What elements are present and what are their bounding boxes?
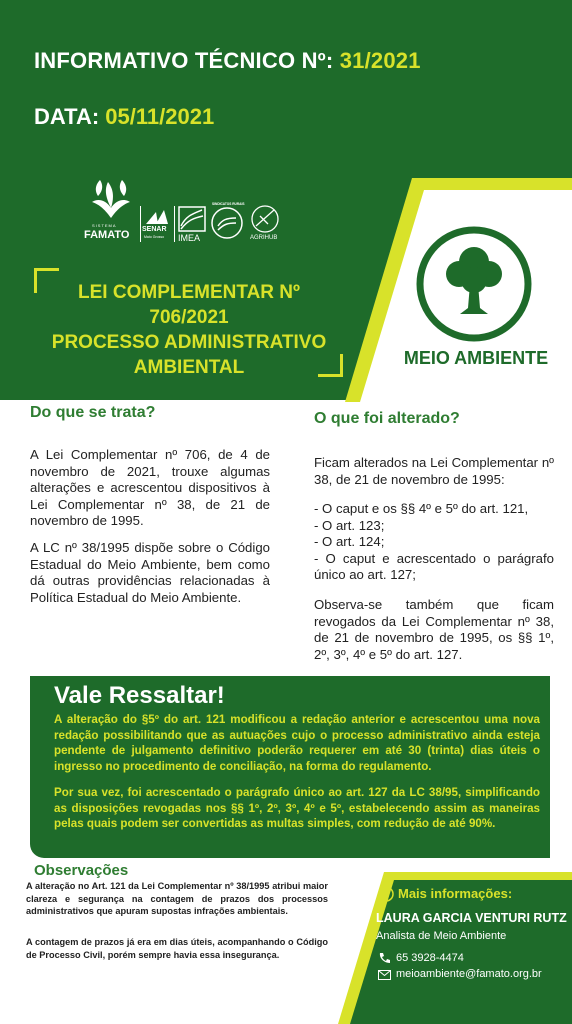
- imea-label: IMEA: [178, 233, 201, 243]
- agrihub-label: AGRIHUB: [250, 235, 278, 241]
- observations-title: Observações: [34, 862, 129, 879]
- right-paragraph-2: Observa-se também que ficam revogados da Lei Complementar nº 38, de 21 de novembro de 1995, os §§ 1º, 2º, 3º, 4º e 5º do art. 127.: [314, 597, 554, 662]
- agrihub-logo-icon: [250, 204, 280, 234]
- sindicatos-label: SINDICATOS RURAIS: [212, 202, 245, 206]
- date-value: 05/11/2021: [105, 104, 215, 129]
- senar-sub-label: Mato Grosso: [144, 235, 165, 239]
- law-line-2: 706/2021: [149, 307, 229, 328]
- senar-logo-icon: [144, 208, 170, 226]
- right-section-title: O que foi alterado?: [314, 410, 460, 427]
- senar-label: SENAR: [142, 226, 167, 233]
- contact-heading: Mais informações:: [398, 886, 513, 901]
- list-item: - O caput e acrescentado o parágrafo único ao art. 127;: [314, 550, 554, 582]
- phone-icon: [378, 952, 390, 964]
- logos-row: [84, 178, 284, 246]
- famato-logo-icon: [84, 178, 138, 222]
- left-section-title: Do que se trata?: [30, 404, 156, 421]
- right-list: [314, 501, 554, 584]
- title-number: 31/2021: [339, 48, 421, 73]
- page-date: [34, 104, 214, 130]
- imea-logo-icon: [178, 206, 206, 232]
- title-label: INFORMATIVO TÉCNICO Nº:: [34, 48, 334, 73]
- date-label: DATA:: [34, 104, 100, 129]
- right-paragraph-1: Ficam alterados na Lei Complementar nº 38, de 21 de novembro de 1995:: [314, 455, 554, 487]
- highlight-title: Vale Ressaltar!: [54, 682, 225, 709]
- contact-email[interactable]: meioambiente@famato.org.br: [396, 968, 542, 980]
- badge-label: MEIO AMBIENTE: [403, 348, 549, 368]
- law-line-4: AMBIENTAL: [133, 357, 245, 378]
- sistema-label: SISTEMA: [92, 223, 117, 228]
- law-title: [34, 280, 344, 380]
- logo-divider: [140, 206, 141, 242]
- list-item: - O caput e os §§ 4º e 5º do art. 121,: [314, 501, 529, 516]
- list-item: - O art. 124;: [314, 534, 385, 549]
- contact-phone[interactable]: 65 3928-4474: [396, 952, 464, 964]
- page-title: [34, 48, 421, 74]
- sindicatos-logo-icon: [210, 206, 244, 240]
- observations-paragraph-2: A contagem de prazos já era em dias úteis, acompanhando o Código de Processo Civil, porém sempre havia essa insegurança.: [26, 937, 328, 960]
- famato-label: FAMATO: [84, 229, 130, 241]
- law-line-3: PROCESSO ADMINISTRATIVO: [51, 332, 327, 353]
- tree-icon: [414, 224, 534, 344]
- email-icon: [378, 970, 391, 980]
- left-paragraph-2: A LC nº 38/1995 dispõe sobre o Código Estadual do Meio Ambiente, bem como dá outras providências relacionadas à Política Estadual do Meio Ambiente.: [30, 540, 270, 605]
- list-item: - O art. 123;: [314, 517, 385, 533]
- info-icon: [378, 886, 394, 902]
- contact-name: LAURA GARCIA VENTURI RUTZ: [376, 911, 567, 925]
- contact-role: Analista de Meio Ambiente: [376, 930, 507, 942]
- observations-paragraph-1: A alteração no Art. 121 da Lei Complementar nº 38/1995 atribui maior clareza e segurança na contagem de prazos dos processos administrativos que apuram supostas infrações ambientais.: [26, 881, 328, 917]
- logo-divider: [174, 206, 175, 242]
- highlight-paragraph-1: A alteração do §5º do art. 121 modificou a redação anterior e acrescentou uma nova redação possibilitando que as autuações cujo o processo administrativo ainda esteja pendente de julgamento definitivo poderão requerer em até 30 (trinta) dias úteis o ingresso no procedimento de conciliação, na forma do regulamento.: [54, 713, 540, 773]
- left-paragraph-1: A Lei Complementar nº 706, de 4 de novembro de 2021, trouxe algumas alterações e acrescentou dispositivos à Lei Complementar nº 38, de 21 de novembro de 1995.: [30, 447, 270, 528]
- highlight-paragraph-2: Por sua vez, foi acrescentado o parágrafo único ao art. 127 da LC 38/95, simplificando as disposições revogadas nos §§ 1º, 2º, 3º, 4º e 5º, estabelecendo assim as maneiras pelas quais podem ser convertidas as multas simples, com redução de até 90%.: [54, 786, 540, 830]
- law-line-1: LEI COMPLEMENTAR Nº: [78, 282, 300, 303]
